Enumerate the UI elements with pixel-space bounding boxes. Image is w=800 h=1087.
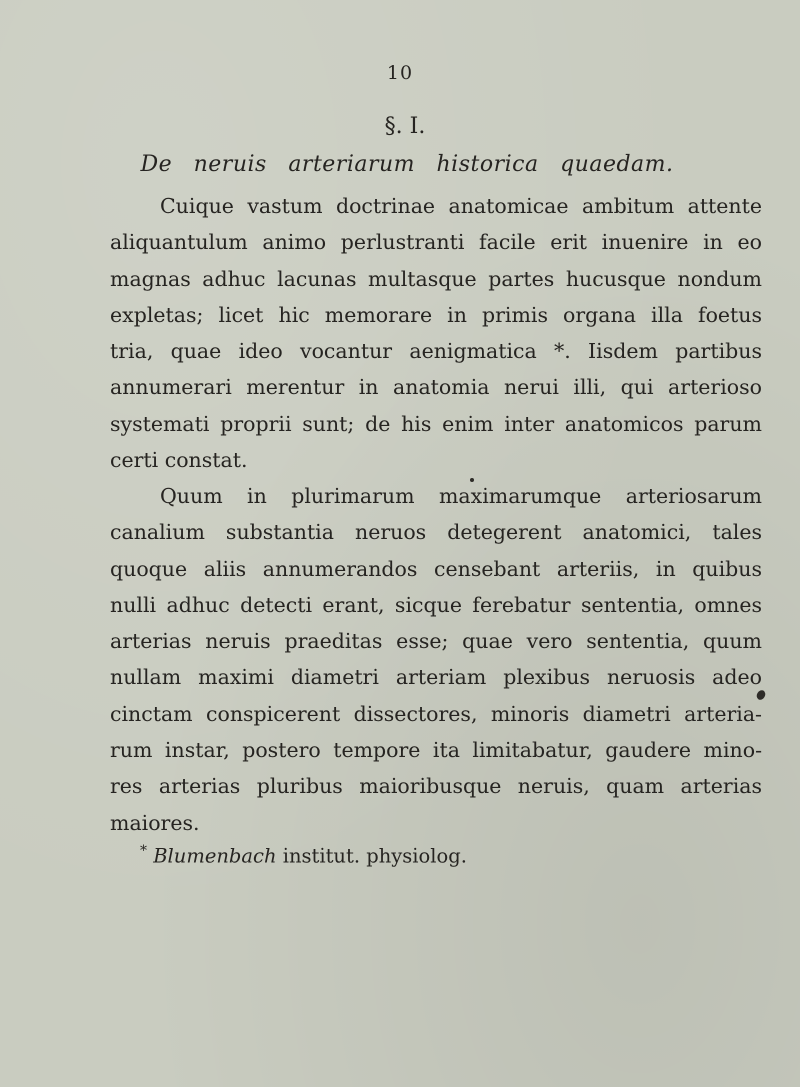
paragraph-line: rum instar, postero tempore ita limitabatur, gaudere mino- — [110, 738, 762, 763]
section-heading: De neruis arteriarum historica quaedam. — [140, 152, 674, 177]
footnote-text: institut. physiolog. — [282, 844, 467, 868]
paragraph-2 — [110, 478, 762, 841]
paragraph-line: expletas; licet hic memorare in primis organa illa foetus — [110, 302, 762, 327]
footnote-author: Blumenbach — [153, 844, 277, 868]
paragraph-line: quoque aliis annumerandos censebant arteriis, in quibus — [110, 556, 762, 581]
paragraph-1 — [110, 188, 762, 478]
footnote — [140, 843, 467, 868]
paragraph-line: Quum in plurimarum maximarumque arteriosarum — [160, 484, 762, 508]
paragraph-line: annumerari merentur in anatomia nerui illi, qui arterioso — [110, 375, 762, 400]
paragraph-line: res arterias pluribus maioribusque neruis, quam arterias — [110, 774, 762, 799]
ink-speck — [470, 478, 474, 482]
page-number: 10 — [386, 62, 414, 84]
paragraph-line: maiores. — [110, 810, 200, 835]
paragraph-line: nulli adhuc detecti erant, sicque ferebatur sententia, omnes — [110, 592, 762, 617]
footnote-mark: * — [140, 843, 147, 859]
paragraph-line: cinctam conspicerent dissectores, minoris diametri arteria- — [110, 701, 762, 726]
paragraph-line: certi constat. — [110, 448, 248, 473]
paragraph-line: aliquantulum animo perlustranti facile erit inuenire in eo — [110, 230, 762, 255]
paragraph-line: canalium substantia neruos detegerent anatomici, tales — [110, 520, 762, 545]
paragraph-line: arterias neruis praeditas esse; quae vero sententia, quum — [110, 629, 762, 654]
paragraph-line: nullam maximi diametri arteriam plexibus neruosis adeo — [110, 665, 762, 690]
paragraph-line: Cuique vastum doctrinae anatomicae ambitum attente — [160, 194, 762, 218]
paragraph-line: tria, quae ideo vocantur aenigmatica *. Iisdem partibus — [110, 339, 762, 364]
paragraph-line: systemati proprii sunt; de his enim inter anatomicos parum — [110, 411, 762, 436]
section-number: §. I. — [384, 114, 426, 139]
paragraph-line: magnas adhuc lacunas multasque partes hucusque nondum — [110, 266, 762, 291]
